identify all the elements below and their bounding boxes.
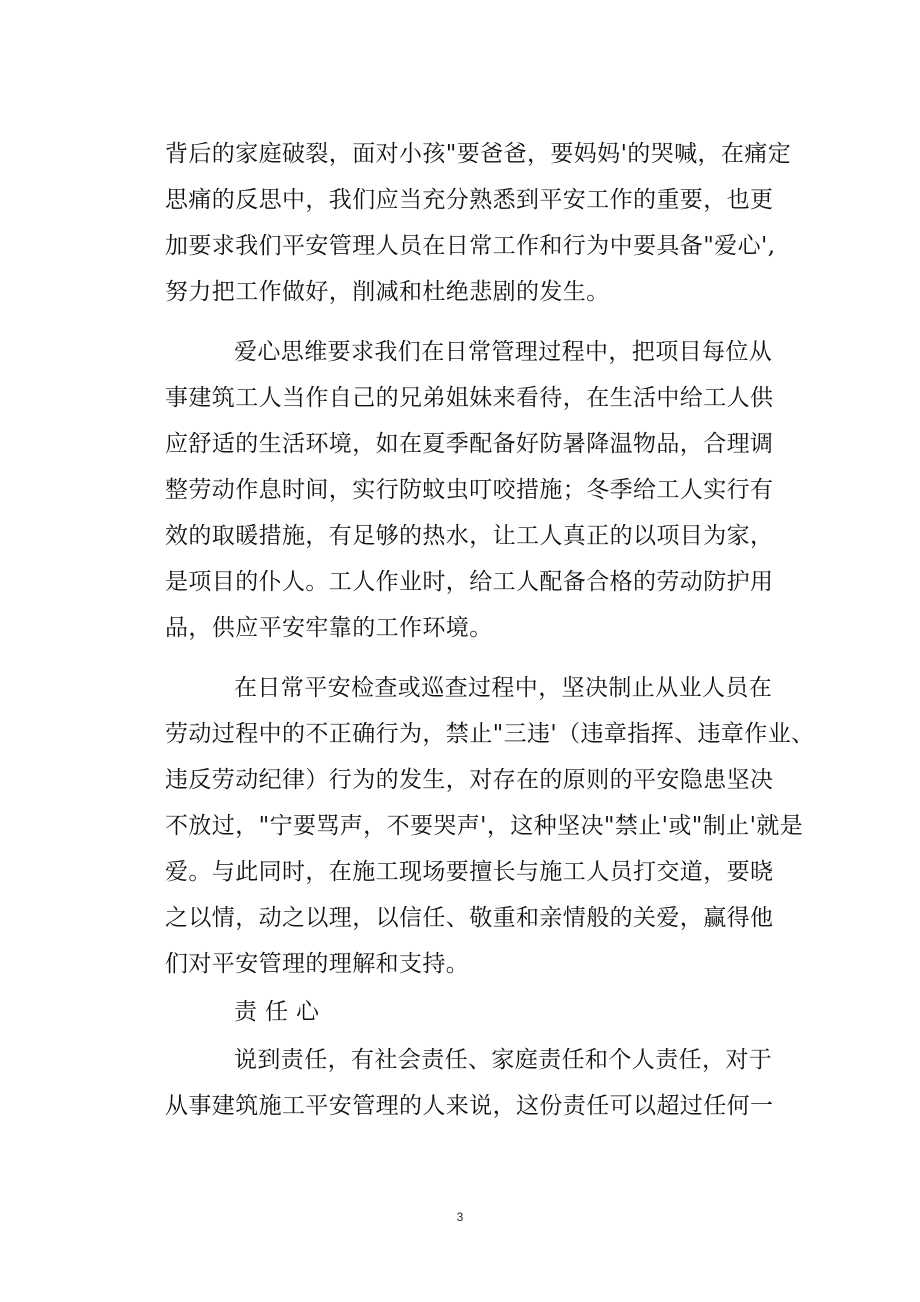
paragraph-2-line-1: 爱心思维要求我们在日常管理过程中，把项目每位从 [234, 339, 773, 365]
section-heading: 责任心 [234, 999, 327, 1025]
paragraph-3-line-4: 不放过，"宁要骂声，不要哭声'，这种坚决"禁止'或"制止'就是 [165, 813, 804, 839]
paragraph-3-line-5: 爱。与此同时，在施工现场要擅长与施工人员打交道，要晓 [165, 859, 774, 885]
paragraph-2-line-4: 整劳动作息时间，实行防蚊虫叮咬措施；冬季给工人实行有 [165, 477, 774, 503]
paragraph-3-line-7: 们对平安管理的理解和支持。 [165, 951, 470, 977]
paragraph-4-line-1: 说到责任，有社会责任、家庭责任和个人责任，对于 [234, 1047, 773, 1073]
page-number: 3 [456, 1210, 464, 1224]
paragraph-2-line-5: 效的取暖措施，有足够的热水，让工人真正的以项目为家， [165, 523, 774, 549]
paragraph-2-line-7: 品，供应平安牢靠的工作环境。 [165, 615, 493, 641]
paragraph-3-line-6: 之以情，动之以理，以信任、敬重和亲情般的关爱，赢得他 [165, 905, 774, 931]
paragraph-2-line-3: 应舒适的生活环境，如在夏季配备好防暑降温物品，合理调 [165, 431, 774, 457]
paragraph-3-line-1: 在日常平安检查或巡查过程中，坚决制止从业人员在 [234, 675, 773, 701]
paragraph-1-line-1: 背后的家庭破裂，面对小孩"要爸爸，要妈妈'的哭喊，在痛定 [165, 141, 792, 167]
paragraph-1-line-2: 思痛的反思中，我们应当充分熟悉到平安工作的重要，也更 [165, 187, 774, 213]
paragraph-3-line-3: 违反劳动纪律）行为的发生，对存在的原则的平安隐患坚决 [165, 767, 774, 793]
paragraph-2-line-6: 是项目的仆人。工人作业时，给工人配备合格的劳动防护用 [165, 569, 774, 595]
paragraph-1-line-4: 努力把工作做好，削减和杜绝悲剧的发生。 [165, 279, 610, 305]
paragraph-2-line-2: 事建筑工人当作自己的兄弟姐妹来看待，在生活中给工人供 [165, 385, 774, 411]
paragraph-1-line-3: 加要求我们平安管理人员在日常工作和行为中要具备"爱心', [165, 233, 776, 259]
paragraph-4-line-2: 从事建筑施工平安管理的人来说，这份责任可以超过任何一 [165, 1093, 774, 1119]
paragraph-3-line-2: 劳动过程中的不正确行为，禁止"三违'（违章指挥、违章作业、 [165, 721, 815, 747]
